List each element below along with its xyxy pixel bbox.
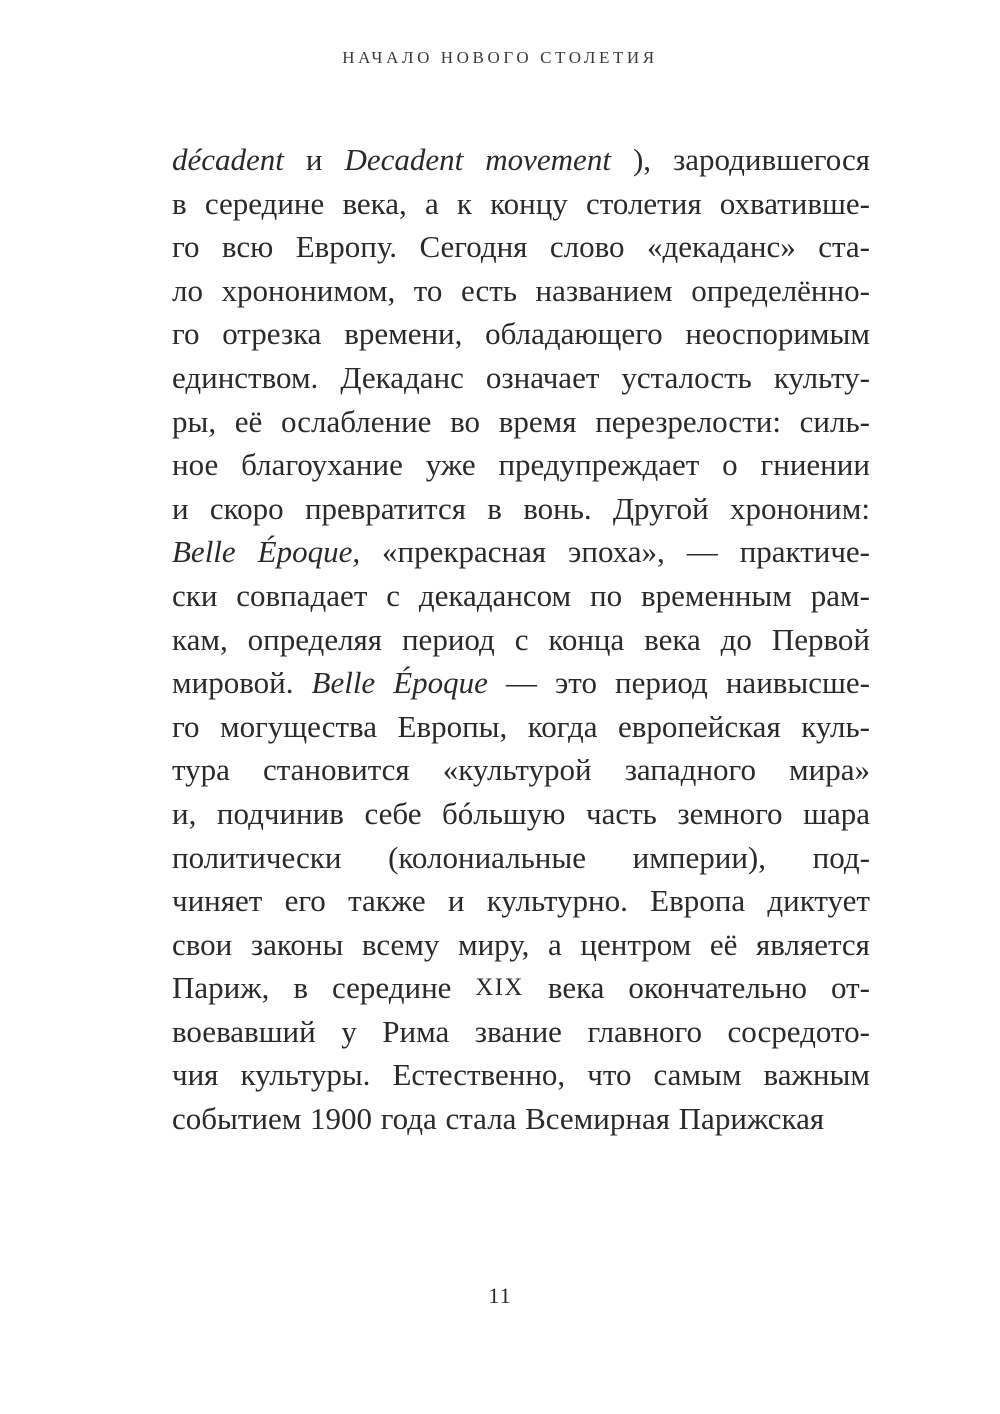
- text-line: [172, 443, 870, 487]
- word: хрононим:: [729, 490, 870, 526]
- text-line: [172, 748, 870, 792]
- word: часть: [586, 795, 657, 831]
- word: определённо-: [691, 272, 870, 308]
- word: временным: [640, 577, 792, 613]
- text-line: [172, 530, 870, 574]
- word: её: [709, 926, 738, 962]
- word: то: [413, 272, 443, 308]
- word: чия: [172, 1057, 219, 1093]
- word: становится: [262, 752, 410, 788]
- word: ное: [172, 447, 219, 483]
- word: кам,: [172, 621, 228, 657]
- page-number: 11: [488, 1283, 512, 1308]
- word: к: [456, 185, 472, 221]
- word: у: [341, 1013, 357, 1049]
- word: времени,: [344, 316, 463, 352]
- word: от-: [831, 970, 870, 1006]
- word: земного: [677, 795, 783, 831]
- word: когда: [527, 708, 598, 744]
- text-line: [172, 269, 870, 313]
- word: эпоха»,: [568, 534, 665, 570]
- word: период: [401, 621, 495, 657]
- word: зародившегося: [673, 142, 870, 177]
- word: обладающего: [485, 316, 663, 352]
- text-line: [172, 1010, 870, 1054]
- word: XIX: [475, 974, 524, 1002]
- word: о: [722, 447, 738, 483]
- word: Сегодня: [419, 229, 528, 265]
- word: центром: [580, 926, 692, 962]
- word: с: [514, 621, 529, 657]
- word: —: [686, 534, 718, 570]
- word: Европу.: [295, 229, 398, 265]
- word: ослабление: [280, 403, 432, 439]
- word: охвативше-: [719, 185, 870, 221]
- word: усталость: [621, 359, 752, 395]
- text-line: [172, 923, 870, 967]
- word: Парижская: [678, 1101, 825, 1137]
- word: неоспоримым: [685, 316, 870, 352]
- word: время: [498, 403, 577, 439]
- text-line: [172, 138, 870, 182]
- word: в: [293, 970, 308, 1006]
- text-line: [172, 836, 870, 880]
- word: главного: [587, 1013, 702, 1049]
- word: до: [720, 621, 752, 657]
- word: в: [487, 490, 502, 526]
- word: стала: [445, 1101, 517, 1137]
- word: чиняет: [172, 883, 263, 919]
- word: ски: [172, 577, 218, 613]
- word: Époque,: [257, 534, 361, 570]
- word: Париж,: [172, 970, 270, 1006]
- word: ста-: [818, 229, 870, 265]
- word: наивысше-: [725, 665, 870, 701]
- word: —: [505, 665, 537, 701]
- word: всему: [361, 926, 440, 962]
- text-line: [172, 312, 870, 356]
- word: названием: [535, 272, 673, 308]
- word: Европа: [650, 883, 746, 919]
- word: го: [172, 316, 200, 352]
- word: декадансом: [418, 577, 572, 613]
- word: её: [234, 403, 263, 439]
- word: законы: [250, 926, 344, 962]
- word: всю: [221, 229, 274, 265]
- word: есть: [460, 272, 517, 308]
- word: года: [380, 1101, 437, 1137]
- word: мировой.: [172, 665, 294, 701]
- word: бóльшую: [442, 795, 566, 831]
- word: гниении: [760, 447, 870, 483]
- text-line: [172, 487, 870, 531]
- word: 1900: [310, 1101, 373, 1137]
- word: Естественно,: [392, 1057, 566, 1093]
- word: себе: [364, 795, 422, 831]
- word: силь-: [799, 403, 870, 439]
- word: также: [348, 883, 426, 919]
- word: Европы,: [397, 708, 508, 744]
- text-line: [172, 356, 870, 400]
- word: Belle: [311, 665, 376, 701]
- word: века,: [342, 185, 407, 221]
- word: культу-: [773, 359, 870, 395]
- word: Первой: [771, 621, 870, 657]
- word: Decadent: [344, 142, 464, 177]
- word: во: [450, 403, 481, 439]
- word: го: [172, 708, 200, 744]
- word: по: [590, 577, 623, 613]
- word: ры,: [172, 403, 217, 439]
- word: превратится: [304, 490, 466, 526]
- word: означает: [485, 359, 600, 395]
- word: могущества: [219, 708, 377, 744]
- word: событием: [172, 1101, 302, 1137]
- word: ),: [632, 142, 652, 177]
- word: Époque: [393, 665, 488, 701]
- word: воевавший: [172, 1013, 316, 1049]
- word: тура: [172, 752, 230, 788]
- word: «культурой: [442, 752, 592, 788]
- word: (колониальные: [388, 839, 586, 875]
- word: важным: [763, 1057, 870, 1093]
- word: слово: [549, 229, 625, 265]
- text-line: [172, 574, 870, 618]
- word: скоро: [209, 490, 284, 526]
- word: окончательно: [628, 970, 808, 1006]
- word: середине: [204, 185, 325, 221]
- word: является: [756, 926, 870, 962]
- word: подчинив: [216, 795, 344, 831]
- word: уже: [425, 447, 476, 483]
- word: сосредото-: [727, 1013, 870, 1049]
- text-line: [172, 400, 870, 444]
- word: совпадает: [236, 577, 368, 613]
- word: Декаданс: [340, 359, 464, 395]
- word: Рима: [382, 1013, 450, 1049]
- word: западного: [624, 752, 756, 788]
- word: середине: [331, 970, 452, 1006]
- word: столетия: [585, 185, 702, 221]
- word: предупреждает: [498, 447, 700, 483]
- word: рам-: [810, 577, 870, 613]
- word: века: [644, 621, 701, 657]
- word: хрононимом,: [221, 272, 396, 308]
- text-line: [172, 792, 870, 836]
- word: культурно.: [486, 883, 628, 919]
- word: вонь.: [523, 490, 592, 526]
- word: миру,: [457, 926, 530, 962]
- text-line: [172, 879, 870, 923]
- word: в: [172, 185, 187, 221]
- text-line: [172, 1053, 870, 1097]
- word: перезрелости:: [595, 403, 781, 439]
- word: Всемирная: [525, 1101, 670, 1137]
- word: шара: [803, 795, 870, 831]
- word: свои: [172, 926, 233, 962]
- word: благоухание: [241, 447, 403, 483]
- word: империи),: [632, 839, 766, 875]
- text-line: [172, 1097, 870, 1141]
- text-line: [172, 225, 870, 269]
- word: политически: [172, 839, 342, 875]
- word: единством.: [172, 359, 319, 395]
- word: определяя: [247, 621, 383, 657]
- word: а: [424, 185, 439, 221]
- word: диктует: [767, 883, 870, 919]
- word: го: [172, 229, 200, 265]
- word: Другой: [612, 490, 709, 526]
- word: «прекрасная: [382, 534, 547, 570]
- word: практиче-: [739, 534, 870, 570]
- word: это: [555, 665, 597, 701]
- word: период: [614, 665, 708, 701]
- text-line: [172, 618, 870, 662]
- word: европейская: [618, 708, 781, 744]
- word: ло: [172, 272, 203, 308]
- word: отрезка: [222, 316, 322, 352]
- word: культуры.: [240, 1057, 371, 1093]
- word: и: [305, 142, 323, 177]
- word: и: [172, 490, 189, 526]
- word: и: [447, 883, 465, 919]
- word: звание: [474, 1013, 562, 1049]
- word: décadent: [172, 142, 284, 177]
- word: под-: [812, 839, 870, 875]
- word: с: [386, 577, 400, 613]
- word: конца: [548, 621, 625, 657]
- word: куль-: [801, 708, 870, 744]
- word: мира»: [789, 752, 870, 788]
- running-head: НАЧАЛО НОВОГО СТОЛЕТИЯ: [342, 48, 658, 67]
- word: «декаданс»: [646, 229, 796, 265]
- word: Belle: [172, 534, 236, 570]
- word: и,: [172, 795, 197, 831]
- word: а: [548, 926, 562, 962]
- text-line: [172, 705, 870, 749]
- word: концу: [490, 185, 568, 221]
- word: самым: [653, 1057, 742, 1093]
- text-line: [172, 661, 870, 705]
- body-text: [172, 138, 870, 1141]
- word: века: [547, 970, 605, 1006]
- word: что: [587, 1057, 632, 1093]
- word: movement: [485, 142, 611, 177]
- text-line: [172, 182, 870, 226]
- word: его: [284, 883, 326, 919]
- text-line: [172, 966, 870, 1010]
